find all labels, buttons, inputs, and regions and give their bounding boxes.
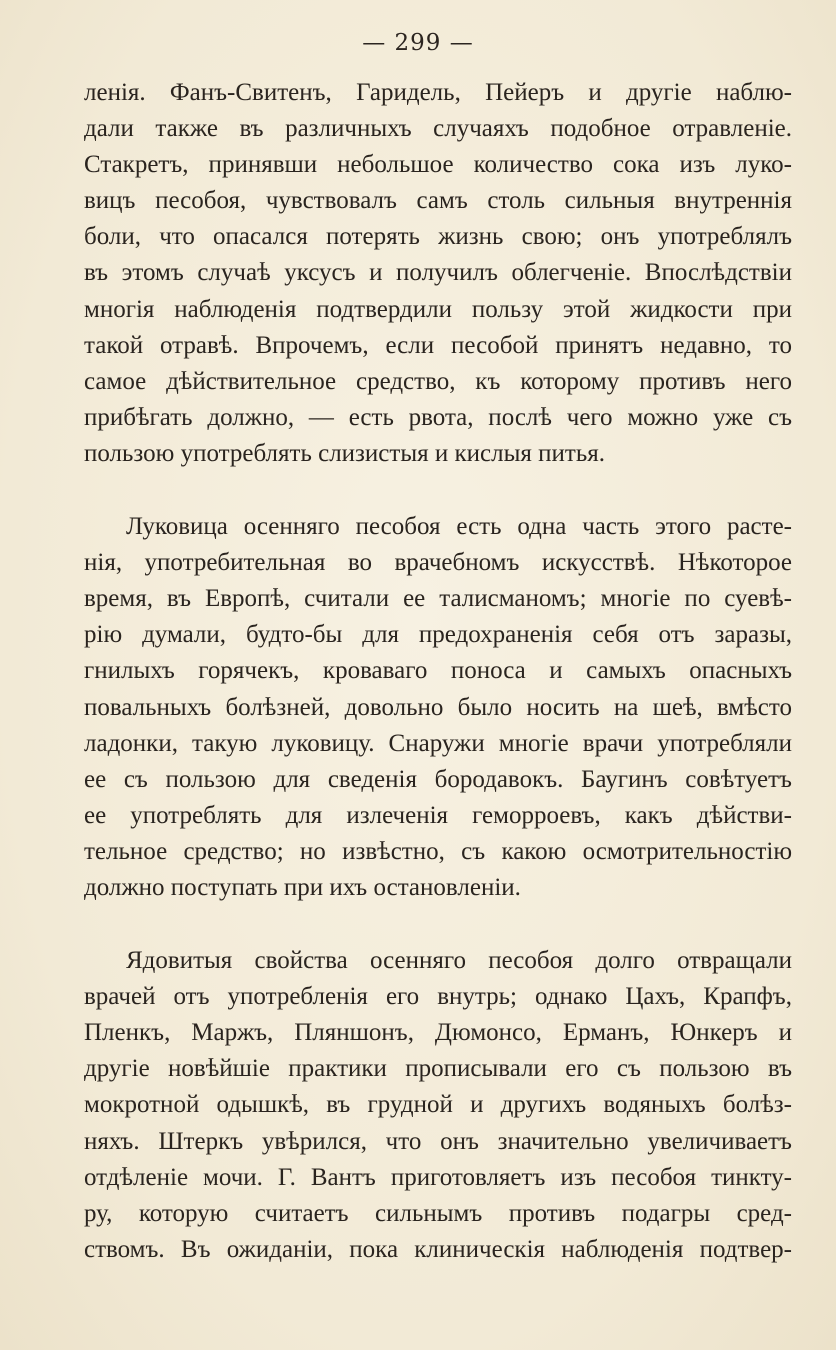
text-line: ее употреблять для излеченія геморроевъ, какъ дѣйстви- [84, 801, 792, 829]
paragraph-1 [84, 75, 792, 472]
text-line: ладонки, такую луковицу. Снаружи многіе врачи употребляли [84, 729, 792, 757]
text-line: Ядовитыя свойства осенняго песобоя долго отвращали [126, 947, 792, 975]
text-line: Пленкъ, Маржъ, Пляншонъ, Дюмонсо, Ерманъ, Юнкеръ и [84, 1019, 792, 1047]
text-line: другіе новѣйшіе практики прописывали его съ пользою въ [84, 1055, 792, 1083]
text-line: такой отравѣ. Впрочемъ, если песобой принятъ недавно, то [84, 331, 792, 359]
text-line: самое дѣйствительное средство, къ которому противъ него [84, 367, 792, 395]
text-line: отдѣленіе мочи. Г. Вантъ приготовляетъ изъ песобоя тинкту- [84, 1163, 792, 1191]
paragraph-gap [84, 472, 792, 509]
paragraph-gap [84, 906, 792, 943]
text-line: многія наблюденія подтвердили пользу этой жидкости при [84, 295, 792, 323]
text-line: въ этомъ случаѣ уксусъ и получилъ облегченіе. Впослѣдствіи [84, 259, 792, 287]
text-line: Стакретъ, принявши небольшое количество сока изъ луко- [84, 151, 792, 179]
text-line: повальныхъ болѣзней, довольно было носить на шеѣ, вмѣсто [84, 693, 792, 721]
text-line: время, въ Европѣ, считали ее талисманомъ; многіе по суевѣ- [84, 585, 792, 613]
text-line: Луковица осенняго песобоя есть одна часть этого расте- [126, 513, 792, 541]
text-line: врачей отъ употребленія его внутрь; однако Цахъ, Крапфъ, [84, 983, 792, 1011]
text-line: должно поступать при ихъ остановленіи. [84, 873, 521, 901]
text-line: ствомъ. Въ ожиданіи, пока клиническія наблюденія подтвер- [84, 1235, 792, 1263]
text-line: ее съ пользою для сведенія бородавокъ. Баугинъ совѣтуетъ [84, 765, 792, 793]
paragraph-2 [84, 509, 792, 906]
text-line: тельное средство; но извѣстно, съ какою осмотрительностію [84, 837, 792, 865]
text-line: ру, которую считаетъ сильнымъ противъ подагры сред- [84, 1199, 792, 1227]
text-line: пользою употреблять слизистыя и кислыя питья. [84, 439, 605, 467]
text-line: ленія. Фанъ-Свитенъ, Гаридель, Пейеръ и другіе наблю- [84, 79, 792, 106]
text-line: прибѣгать должно, — есть рвота, послѣ чего можно уже съ [84, 403, 792, 431]
body-text [84, 75, 792, 1268]
paragraph-3 [84, 943, 792, 1268]
text-line: рію думали, будто-бы для предохраненія себя отъ заразы, [84, 621, 792, 649]
text-line: гнилыхъ горячекъ, кроваваго поноса и самыхъ опасныхъ [84, 657, 792, 685]
text-line: вицъ песобоя, чувствовалъ самъ столь сильныя внутреннія [84, 187, 792, 215]
text-line: боли, что опасался потерять жизнь свою; онъ употреблялъ [84, 223, 792, 251]
page-number: — 299 — [362, 30, 474, 56]
text-line: нія, употребительная во врачебномъ искусствѣ. Нѣкоторое [84, 549, 792, 577]
text-line: мокротной одышкѣ, въ грудной и другихъ водяныхъ болѣз- [84, 1091, 792, 1119]
text-line: дали также въ различныхъ случаяхъ подобное отравленіе. [84, 115, 792, 143]
text-line: няхъ. Штеркъ увѣрился, что онъ значительно увеличиваетъ [84, 1127, 792, 1155]
